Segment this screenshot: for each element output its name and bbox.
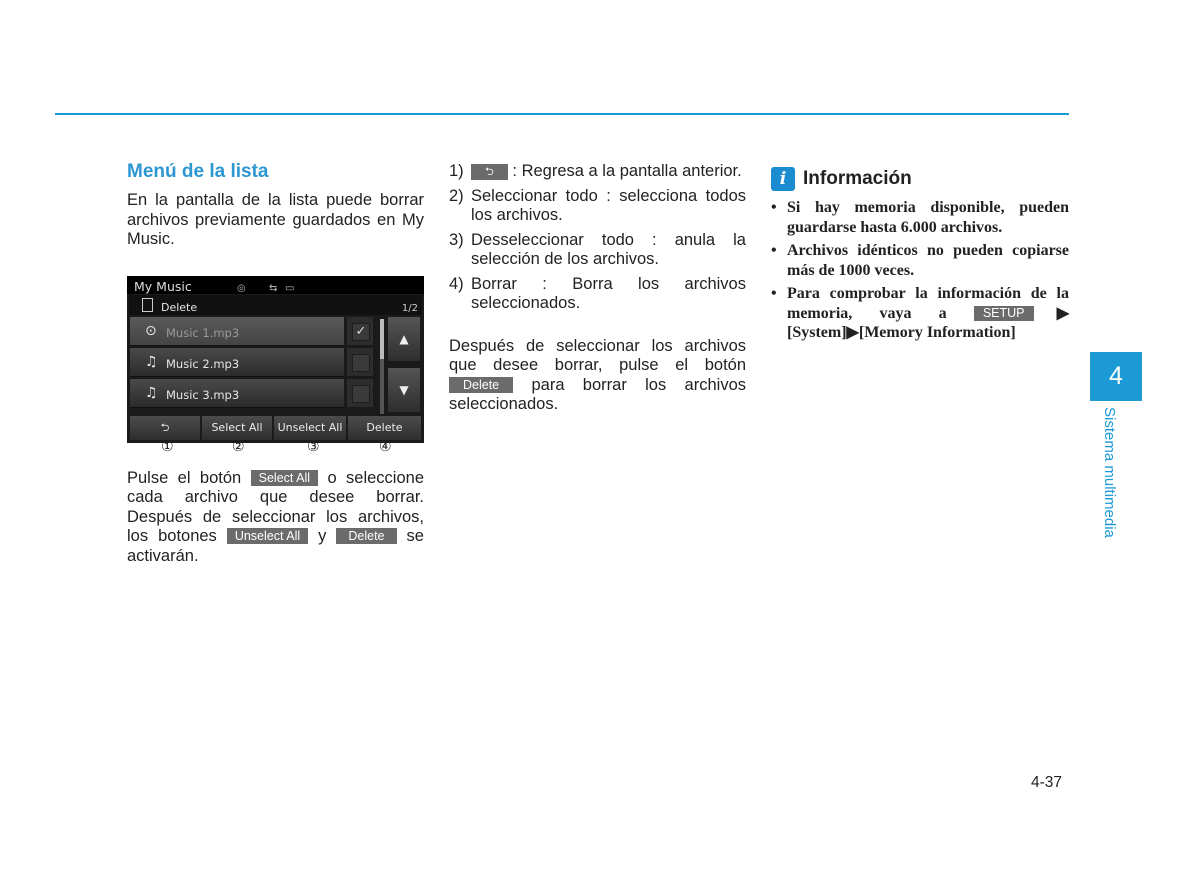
up-arrow-icon: ▲	[399, 331, 409, 346]
music-note-icon: ♫	[145, 353, 158, 370]
delete-button-image: Delete	[449, 377, 513, 393]
intro-paragraph: En la pantalla de la lista puede borrar archivos previamente guardados en My Music.	[127, 191, 424, 248]
file-name: Music 3.mp3	[166, 387, 240, 402]
list-menu-screenshot	[127, 276, 424, 455]
triangle-right-icon: ▶	[846, 324, 859, 341]
select-all-button-image: Select All	[251, 470, 318, 486]
scroll-up-button[interactable]	[388, 317, 420, 361]
checkbox-2[interactable]	[347, 348, 373, 376]
instruction-paragraph: Pulse el botón Select All o seleccione cada archivo que desee borrar. Después de seleccionar los archivos, los botones Unselect All y Delete se activarán.	[127, 468, 424, 565]
callout-1: ①	[161, 438, 174, 455]
info-icon: i	[771, 167, 795, 191]
info-box	[771, 167, 1069, 347]
list-item: 4) Borrar : Borra los archivos seleccionados.	[449, 274, 746, 312]
chapter-tab: 4	[1090, 352, 1142, 401]
callout-3: ③	[307, 438, 320, 455]
delete-paragraph: Después de seleccionar los archivos que desee borrar, pulse el botón Delete para borrar los archivos seleccionados.	[449, 336, 746, 413]
list-item[interactable]	[130, 348, 344, 377]
list-item: 3) Desseleccionar todo : anula la selección de los archivos.	[449, 230, 746, 268]
middle-column	[449, 162, 746, 415]
checkbox-3[interactable]	[347, 379, 373, 407]
page-indicator: 1/2	[401, 302, 418, 314]
page-number: 4-37	[1031, 774, 1063, 791]
disc-icon: ◎	[237, 282, 246, 294]
unselect-all-button[interactable]: Unselect All	[274, 416, 346, 440]
scrollbar-thumb[interactable]	[380, 319, 384, 359]
scrollbar[interactable]	[380, 319, 384, 414]
check-icon: ✓	[352, 323, 370, 341]
file-name: Music 2.mp3	[166, 356, 240, 371]
back-button[interactable]	[130, 416, 200, 440]
unselect-all-button-image: Unselect All	[227, 528, 308, 544]
info-heading: i Información	[771, 167, 1069, 191]
checkbox-1[interactable]	[347, 317, 373, 345]
setup-button-image: SETUP	[974, 306, 1034, 321]
back-icon: ⮌	[160, 420, 170, 434]
usb-icon: ⇆	[269, 282, 278, 294]
list-item: 1) ⮌ : Regresa a la pantalla anterior.	[449, 162, 742, 180]
battery-icon: ▭	[285, 282, 295, 294]
delete-button-image: Delete	[336, 528, 396, 544]
list-item: 2) Seleccionar todo : selecciona todos los archivos.	[449, 186, 746, 224]
delete-button[interactable]: Delete	[348, 416, 421, 440]
select-all-button[interactable]: Select All	[202, 416, 272, 440]
screenshot-titlebar	[127, 276, 424, 294]
top-rule	[55, 113, 1069, 115]
list-item[interactable]	[130, 379, 344, 408]
triangle-right-icon: ▶	[1033, 304, 1069, 322]
screenshot-title: My Music	[134, 278, 192, 294]
screenshot-header	[129, 295, 422, 315]
callout-2: ②	[232, 438, 245, 455]
down-arrow-icon: ▼	[399, 382, 409, 397]
play-icon: ⊙	[145, 322, 157, 339]
scroll-down-button[interactable]	[388, 368, 420, 412]
document-icon	[142, 298, 153, 312]
info-bullet: • Archivos idénticos no pueden copiarse más de 1000 veces.	[771, 242, 1069, 279]
left-column	[127, 160, 424, 566]
list-item[interactable]	[130, 317, 344, 346]
section-heading: Menú de la lista	[127, 161, 269, 182]
chapter-title: Sistema multimedia	[1101, 407, 1118, 538]
back-icon: ⮌	[471, 164, 508, 180]
file-name: Music 1.mp3	[166, 325, 240, 340]
callout-4: ④	[379, 438, 392, 455]
info-bullet: • Para comprobar la información de la memoria, vaya a SETUP ▶ [System]▶[Memory Information]	[771, 285, 1069, 341]
music-note-icon: ♫	[145, 384, 158, 401]
info-bullet: • Si hay memoria disponible, pueden guardarse hasta 6.000 archivos.	[771, 199, 1069, 236]
header-delete-label: Delete	[161, 300, 198, 314]
